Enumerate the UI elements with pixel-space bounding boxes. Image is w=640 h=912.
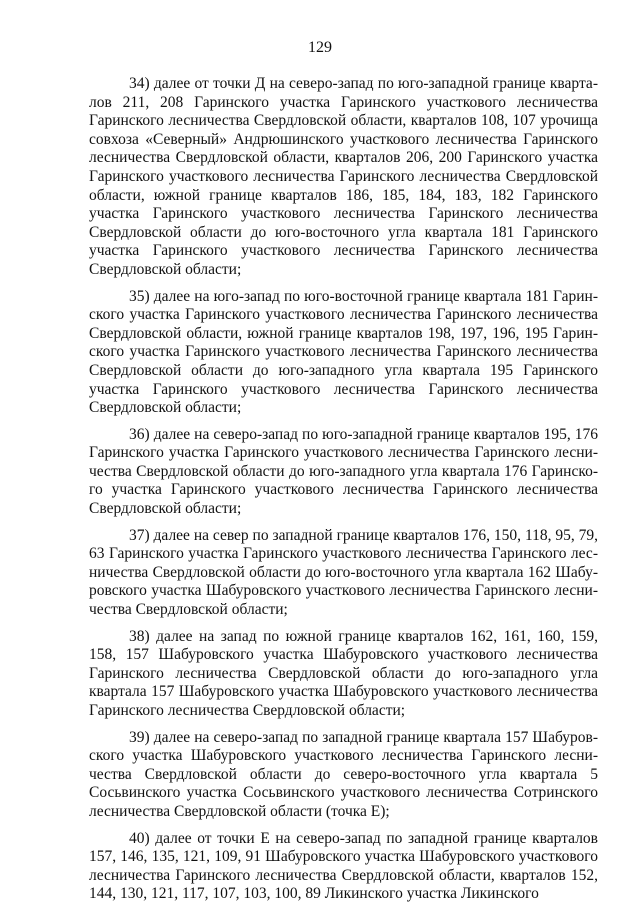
document-body [89,75,598,912]
paragraph-34: 34) далее от точки Д на северо-запад по юго-западной границе кварталов 211, 208 Гаринского участка Гаринского участкового лесничества Гаринского лесничества Свердловской области, кварталов 108, 107 урочища совхоза «Северный» Андрюшинского участкового лесничества Гаринского лесничества Свердловской области, кварталов 206, 200 Гаринского участка Гаринского участкового лесничества Гаринского лесничества Свердловской области, южной границе кварталов 186, 185, 184, 183, 182 Гаринского участка Гаринского участкового лесничества Гаринского лесничества Свердловской области до юго-восточного угла квартала 181 Гаринского участка Гаринского участкового лесничества Гаринского лесничества Свердловской области; [89,75,598,278]
paragraph-37: 37) далее на север по западной границе кварталов 176, 150, 118, 95, 79, 63 Гаринского участка Гаринского участкового лесничества Гаринского лесничества Свердловской области до юго-восточного угла квартала 162 Шабуровского участка Шабуровского участкового лесничества Гаринского лесничества Свердловской области; [89,526,598,619]
paragraph-36: 36) далее на северо-запад по юго-западной границе кварталов 195, 176 Гаринского участка Гаринского участкового лесничества Гаринского лесничества Свердловской области до юго-западного угла квартала 176 Гаринского участка Гаринского участкового лесничества Гаринского лесничества Свердловской области; [89,425,598,518]
paragraph-40: 40) далее от точки Е на северо-запад по западной границе кварталов 157, 146, 135, 121, 109, 91 Шабуровского участка Шабуровского участкового лесничества Гаринского лесничества Свердловской области, кварталов 152, 144, 130, 121, 117, 107, 103, 100, 89 Ликинского участка Ликинского [89,829,598,903]
page-number: 129 [308,39,332,56]
paragraph-35: 35) далее на юго-запад по юго-восточной границе квартала 181 Гаринского участка Гаринского участкового лесничества Гаринского лесничества Свердловской области, южной границе кварталов 198, 197, 196, 195 Гаринского участка Гаринского участкового лесничества Гаринского лесничества Свердловской области до юго-западного угла квартала 195 Гаринского участка Гаринского участкового лесничества Гаринского лесничества Свердловской области; [89,287,598,417]
paragraph-38: 38) далее на запад по южной границе кварталов 162, 161, 160, 159, 158, 157 Шабуровского участка Шабуровского участкового лесничества Гаринского лесничества Свердловской области до юго-западного угла квартала 157 Шабуровского участка Шабуровского участкового лесничества Гаринского лесничества Свердловской области; [89,627,598,719]
paragraph-39: 39) далее на северо-запад по западной границе квартала 157 Шабуровского участка Шабуровского участкового лесничества Гаринского лесничества Свердловской области до северо-восточного угла квартала 5 Сосьвинского участка Сосьвинского участкового лесничества Сотринского лесничества Свердловской области (точка Е); [89,728,598,820]
